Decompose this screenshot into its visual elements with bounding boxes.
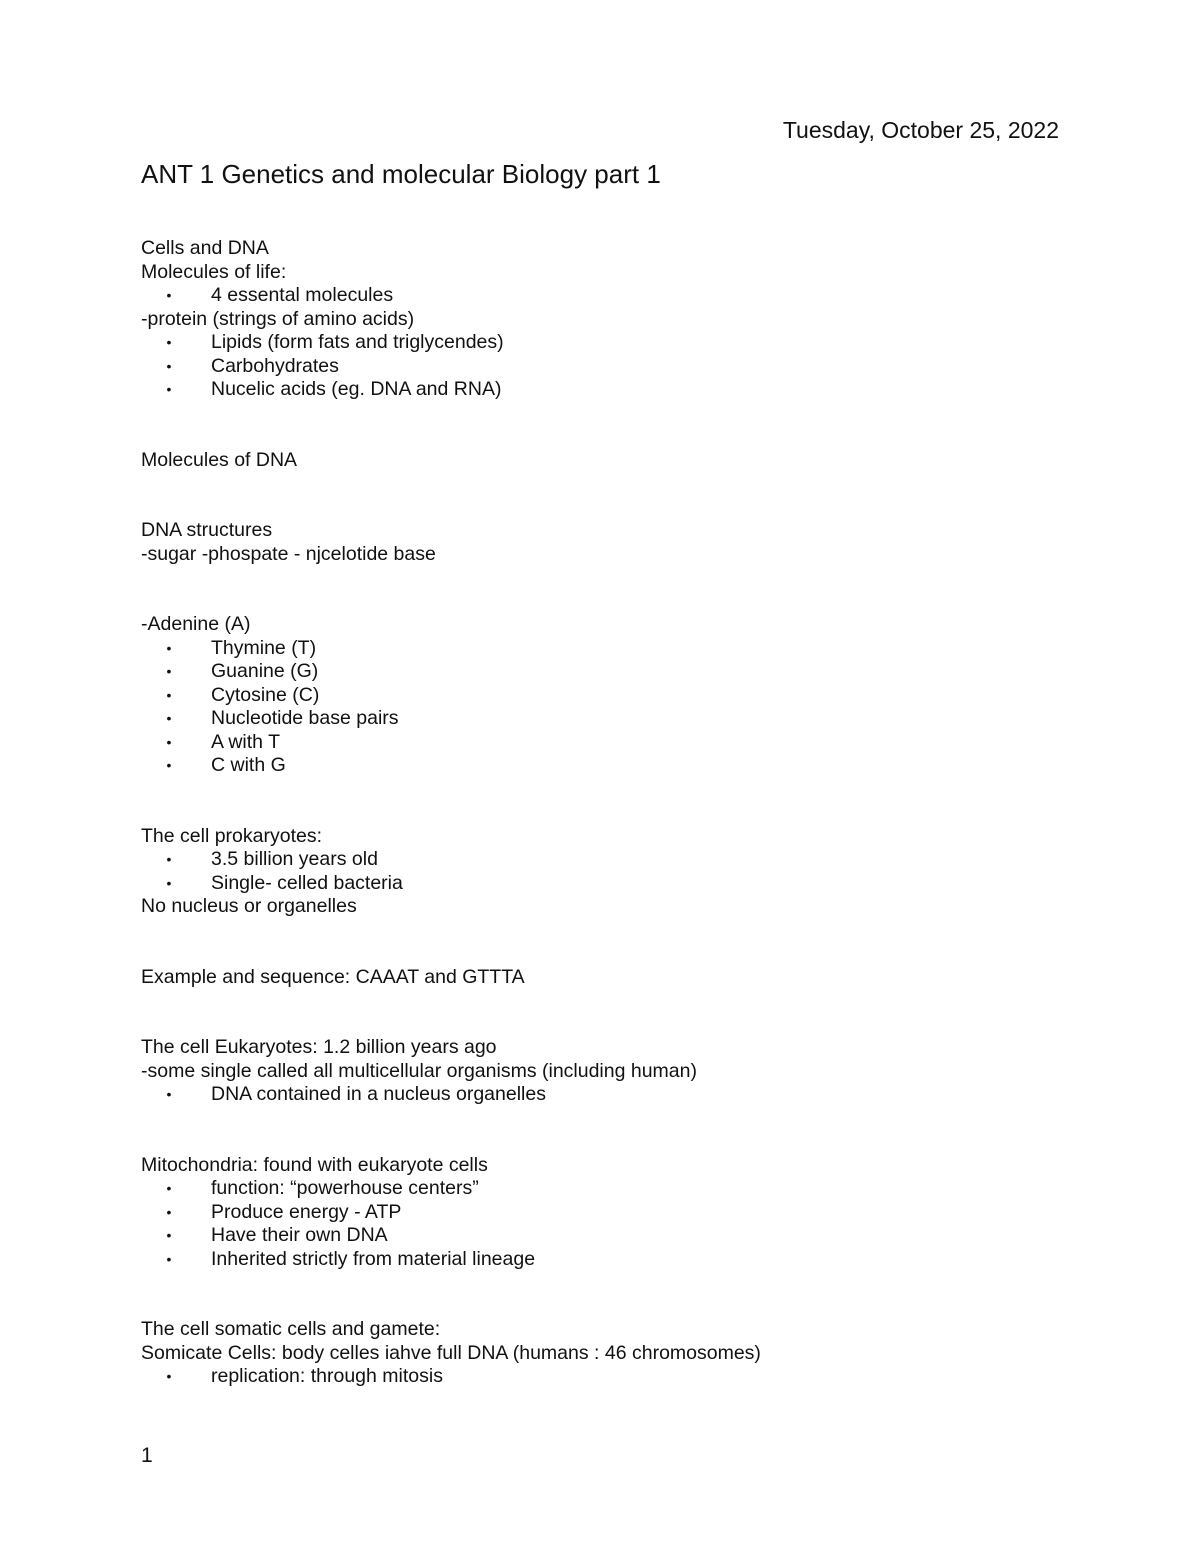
note-line bbox=[141, 449, 1101, 473]
note-line bbox=[141, 519, 1101, 543]
line-text: Have their own DNA bbox=[211, 1224, 388, 1246]
line-text: A with T bbox=[211, 730, 281, 753]
line-text: Cells and DNA bbox=[141, 237, 269, 259]
note-line bbox=[141, 237, 1101, 261]
blank-line bbox=[141, 1107, 1101, 1131]
line-text: function: “powerhouse centers” bbox=[211, 1177, 479, 1199]
bullet-icon: • bbox=[166, 686, 172, 703]
line-text: No nucleus or organelles bbox=[141, 895, 357, 917]
bullet-item bbox=[141, 355, 1101, 379]
note-line bbox=[141, 261, 1101, 285]
bullet-icon: • bbox=[166, 287, 172, 303]
note-line bbox=[141, 1036, 1101, 1060]
bullet-item bbox=[141, 1177, 1101, 1201]
bullet-icon: • bbox=[166, 851, 172, 867]
bullet-icon: • bbox=[166, 733, 172, 750]
line-text: The cell somatic cells and gamete: bbox=[141, 1318, 441, 1340]
blank-line bbox=[141, 1130, 1101, 1154]
bullet-icon: • bbox=[166, 710, 172, 726]
line-text: Nucleotide base pairs bbox=[211, 707, 399, 729]
line-text: Somicate Cells: body celles iahve full DNA (humans : 46 chromosomes) bbox=[141, 1341, 761, 1364]
line-text: The cell Eukaryotes: 1.2 billion years ago bbox=[141, 1036, 497, 1058]
note-line bbox=[141, 966, 1101, 990]
line-text: Example and sequence: CAAAT and GTTTA bbox=[141, 965, 525, 988]
bullet-item bbox=[141, 660, 1101, 684]
bullet-icon: • bbox=[166, 874, 172, 891]
line-text: C with G bbox=[211, 754, 286, 776]
bullet-item bbox=[141, 1083, 1101, 1107]
note-line bbox=[141, 613, 1101, 637]
note-line bbox=[141, 1154, 1101, 1178]
bullet-icon: • bbox=[166, 1086, 172, 1102]
line-text: 3.5 billion years old bbox=[211, 848, 378, 870]
note-line bbox=[141, 308, 1101, 332]
notes-body bbox=[141, 237, 1101, 1389]
bullet-item bbox=[141, 1201, 1101, 1225]
note-line bbox=[141, 1342, 1101, 1366]
bullet-item bbox=[141, 848, 1101, 872]
blank-line bbox=[141, 942, 1101, 966]
line-text: -some single called all multicellular organisms (including human) bbox=[141, 1059, 697, 1082]
bullet-item bbox=[141, 331, 1101, 355]
line-text: Lipids (form fats and triglycendes) bbox=[211, 331, 504, 353]
line-text: Produce energy - ATP bbox=[211, 1200, 402, 1223]
bullet-item bbox=[141, 707, 1101, 731]
bullet-item bbox=[141, 378, 1101, 402]
bullet-item bbox=[141, 731, 1101, 755]
line-text: Cytosine (C) bbox=[211, 683, 320, 706]
line-text: Thymine (T) bbox=[211, 636, 317, 659]
page-number: 1 bbox=[141, 1444, 153, 1467]
bullet-item bbox=[141, 1365, 1101, 1389]
note-line bbox=[141, 825, 1101, 849]
blank-line bbox=[141, 402, 1101, 426]
note-line bbox=[141, 1318, 1101, 1342]
document-date: Tuesday, October 25, 2022 bbox=[782, 117, 1059, 143]
bullet-item bbox=[141, 1224, 1101, 1248]
bullet-item bbox=[141, 1248, 1101, 1272]
line-text: replication: through mitosis bbox=[211, 1365, 443, 1387]
bullet-icon: • bbox=[166, 757, 172, 773]
blank-line bbox=[141, 801, 1101, 825]
bullet-item bbox=[141, 284, 1101, 308]
line-text: -protein (strings of amino acids) bbox=[141, 307, 415, 330]
line-text: Molecules of life: bbox=[141, 260, 287, 283]
line-text: Molecules of DNA bbox=[141, 448, 298, 471]
bullet-item bbox=[141, 754, 1101, 778]
line-text: Carbohydrates bbox=[211, 354, 339, 377]
blank-line bbox=[141, 566, 1101, 590]
blank-line bbox=[141, 496, 1101, 520]
line-text: 4 essental molecules bbox=[211, 284, 394, 306]
note-line bbox=[141, 1060, 1101, 1084]
bullet-icon: • bbox=[166, 1180, 172, 1196]
line-text: DNA structures bbox=[141, 519, 273, 541]
bullet-icon: • bbox=[166, 381, 172, 397]
blank-line bbox=[141, 1271, 1101, 1295]
blank-line bbox=[141, 425, 1101, 449]
line-text: -Adenine (A) bbox=[141, 613, 251, 635]
blank-line bbox=[141, 590, 1101, 614]
bullet-item bbox=[141, 872, 1101, 896]
note-line bbox=[141, 543, 1101, 567]
bullet-icon: • bbox=[166, 1203, 172, 1220]
blank-line bbox=[141, 778, 1101, 802]
blank-line bbox=[141, 1013, 1101, 1037]
line-text: The cell prokaryotes: bbox=[141, 824, 322, 847]
blank-line bbox=[141, 919, 1101, 943]
blank-line bbox=[141, 472, 1101, 496]
line-text: Mitochondria: found with eukaryote cells bbox=[141, 1153, 488, 1176]
bullet-icon: • bbox=[166, 357, 172, 374]
bullet-item bbox=[141, 684, 1101, 708]
bullet-icon: • bbox=[166, 1250, 172, 1267]
bullet-icon: • bbox=[166, 639, 172, 656]
document-title: ANT 1 Genetics and molecular Biology part 1 bbox=[141, 159, 661, 189]
bullet-icon: • bbox=[166, 1368, 172, 1384]
bullet-icon: • bbox=[166, 1227, 172, 1243]
line-text: -sugar -phospate - njcelotide base bbox=[141, 542, 436, 565]
note-line bbox=[141, 895, 1101, 919]
line-text: Nucelic acids (eg. DNA and RNA) bbox=[211, 378, 502, 400]
line-text: Inherited strictly from material lineage bbox=[211, 1247, 536, 1270]
line-text: DNA contained in a nucleus organelles bbox=[211, 1083, 546, 1105]
bullet-icon: • bbox=[166, 663, 172, 679]
bullet-item bbox=[141, 637, 1101, 661]
bullet-icon: • bbox=[166, 334, 172, 350]
blank-line bbox=[141, 1295, 1101, 1319]
line-text: Guanine (G) bbox=[211, 660, 319, 682]
line-text: Single- celled bacteria bbox=[211, 871, 403, 894]
blank-line bbox=[141, 989, 1101, 1013]
